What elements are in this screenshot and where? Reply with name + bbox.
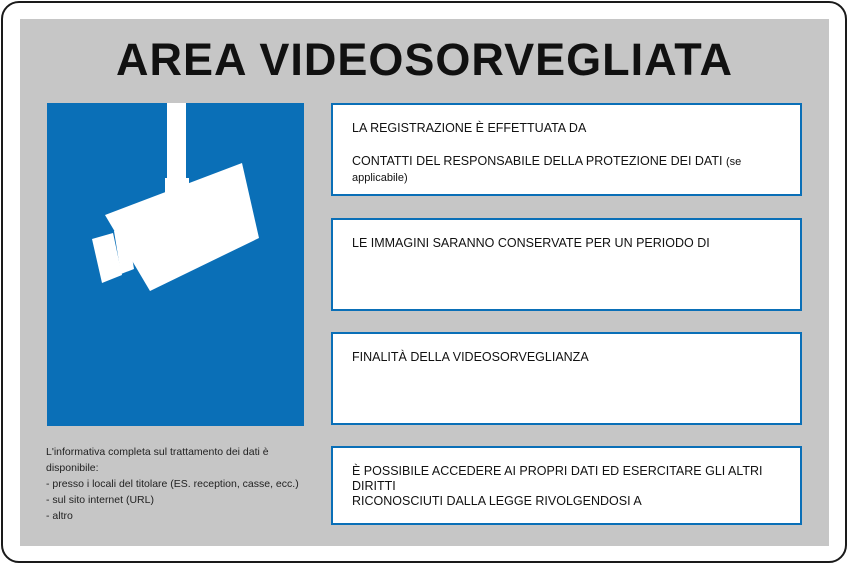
recording-box xyxy=(331,103,802,196)
contact-note: (se applicabile) xyxy=(352,156,742,184)
privacy-footnote xyxy=(46,444,321,524)
retention-text: LE IMMAGINI SARANNO CONSERVATE PER UN PERIODO DI xyxy=(352,236,710,250)
footnote-line-2: disponibile: xyxy=(46,462,99,474)
footnote-item: - sul sito internet (URL) xyxy=(46,494,154,506)
rights-line-1: È POSSIBILE ACCEDERE AI PROPRI DATI ED ESERCITARE GLI ALTRI DIRITTI xyxy=(352,464,763,493)
sign-title: AREA VIDEOSORVEGLIATA xyxy=(116,34,733,85)
cctv-camera-icon xyxy=(47,103,304,426)
retention-box xyxy=(331,218,802,311)
contact-text: CONTATTI DEL RESPONSABILE DELLA PROTEZIONE DEI DATI xyxy=(352,154,723,168)
camera-pictogram xyxy=(47,103,304,426)
rights-box xyxy=(331,446,802,525)
recording-line: LA REGISTRAZIONE È EFFETTUATA DA xyxy=(352,121,587,135)
contact-line xyxy=(352,154,784,186)
footnote-line-1: L'informativa completa sul trattamento dei dati è xyxy=(46,446,269,458)
purpose-text: FINALITÀ DELLA VIDEOSORVEGLIANZA xyxy=(352,350,589,364)
footnote-item: - altro xyxy=(46,510,73,522)
footnote-item: - presso i locali del titolare (ES. reception, casse, ecc.) xyxy=(46,478,299,490)
purpose-box xyxy=(331,332,802,425)
rights-line-2: RICONOSCIUTI DALLA LEGGE RIVOLGENDOSI A xyxy=(352,494,642,508)
